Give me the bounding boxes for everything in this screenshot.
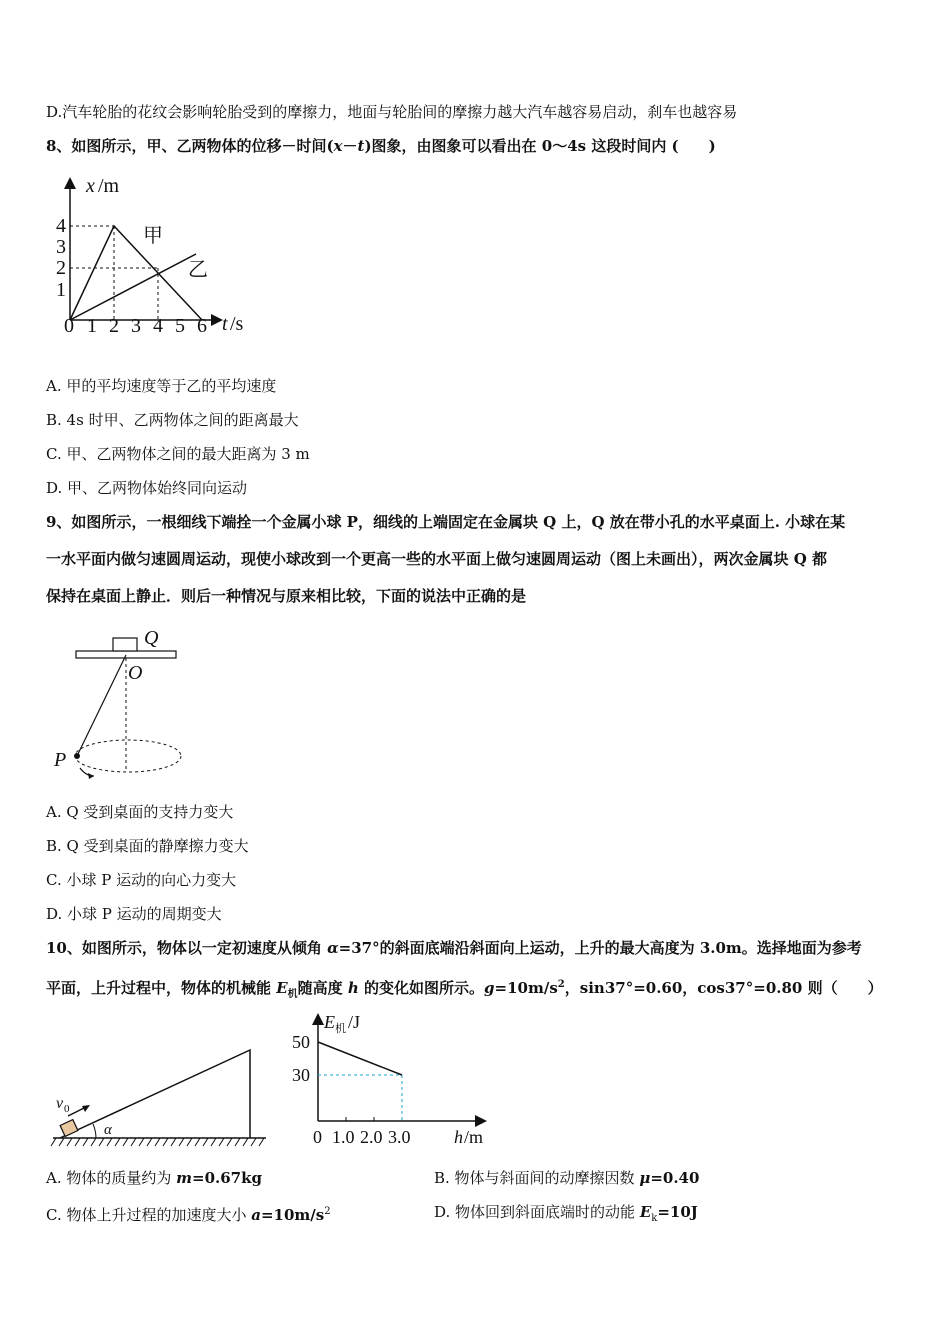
- q9-rotation-arrow-icon: [80, 768, 94, 776]
- q8-x-tick: 5: [175, 315, 185, 337]
- q10-x-unit: /m: [464, 1127, 484, 1147]
- q9-stem-line3: 保持在桌面上静止．则后一种情况与原来相比较，下面的说法中正确的是: [46, 587, 527, 605]
- q10-stem-line2: [46, 975, 883, 1005]
- q10-option-c[interactable]: C. 物体上升过程的加速度大小 $a=10m/s^2$: [46, 1206, 331, 1224]
- q8-y-tick: 2: [56, 257, 66, 279]
- q8-xt-graph: [50, 170, 260, 345]
- q8-option-d[interactable]: D. 甲、乙两物体始终同向运动: [46, 479, 248, 497]
- q8-x-label: t: [222, 313, 228, 335]
- q10-stem-sq: 2: [557, 979, 565, 990]
- q9-block-q: [113, 638, 137, 651]
- q8-y-tick: 1: [56, 279, 66, 301]
- q10-x-tick: 2.0: [360, 1127, 383, 1147]
- q10-y-tick: 50: [292, 1032, 310, 1052]
- q8-stem-x: x: [333, 137, 343, 155]
- q8-x-tick: 6: [197, 315, 207, 337]
- q9-label-o: O: [128, 662, 143, 684]
- q8-label-yi: 乙: [188, 259, 208, 281]
- q8-option-c[interactable]: C. 甲、乙两物体之间的最大距离为 3 m: [46, 445, 310, 463]
- q9-pendulum-figure: [48, 622, 188, 782]
- q10-energy-graph: [288, 1008, 498, 1148]
- q8-x-tick: 1: [87, 315, 97, 337]
- q9-label-p: P: [54, 749, 67, 771]
- q10-incline: [60, 1050, 250, 1138]
- q10-stem-1a: 10、如图所示，物体以一定初速度从倾角: [46, 939, 328, 957]
- q8-stem-b: )图象，由图象可以看出在 0～4s 这段时间内 ( ): [364, 137, 716, 155]
- q8-y-unit: /m: [98, 175, 120, 197]
- q10-x-tick: 0: [313, 1127, 322, 1147]
- q8-label-jia: 甲: [143, 225, 163, 247]
- q10-stem-g: g: [484, 979, 495, 997]
- q10-stem-h: h: [347, 979, 359, 997]
- q10-stem-2e: ，sin37°=0.60，cos37°=0.80 则（ ）: [564, 979, 883, 997]
- q9-option-d[interactable]: D. 小球 P 运动的周期变大: [46, 905, 222, 923]
- q8-x-tick: 3: [131, 315, 141, 337]
- q9-stem-line2: 一水平面内做匀速圆周运动，现使小球改到一个更高一些的水平面上做匀速圆周运动（图上未画出），两次金属块 Q 都: [46, 550, 828, 568]
- q10-stem-1b: =37°的斜面底端沿斜面向上运动，上升的最大高度为 3.0m。选择地面为参考: [338, 939, 862, 957]
- q10-x-tick: 1.0: [332, 1127, 355, 1147]
- q10-x-label: h: [454, 1127, 463, 1147]
- q8-stem-a: 8、如图所示，甲、乙两物体的位移－时间(: [46, 137, 334, 155]
- q8-x-tick: 0: [64, 315, 74, 337]
- q10-y-label: E: [324, 1012, 335, 1032]
- q10-stem-alpha: α: [327, 939, 339, 957]
- q8-line-jia: [70, 226, 202, 320]
- q8-x-unit: /s: [230, 313, 244, 335]
- q10-stem-e: E: [276, 979, 288, 997]
- q8-option-a[interactable]: A. 甲的平均速度等于乙的平均速度: [46, 377, 277, 395]
- q10-option-d[interactable]: D. 物体回到斜面底端时的动能 $E_k=10J$: [434, 1203, 698, 1224]
- q9-label-q: Q: [144, 627, 159, 649]
- q10-x-tick: 3.0: [388, 1127, 411, 1147]
- q9-option-a[interactable]: A. Q 受到桌面的支持力变大: [46, 803, 234, 821]
- q10-y-tick: 30: [292, 1065, 310, 1085]
- q9-option-c[interactable]: C. 小球 P 运动的向心力变大: [46, 871, 237, 889]
- q9-string: [77, 655, 126, 756]
- q8-stem-t: t: [357, 137, 365, 155]
- q8-y-label: x: [86, 175, 95, 197]
- q8-stem-dash: －: [342, 137, 358, 155]
- q8-stem: [46, 136, 716, 156]
- q10-label-v: v: [56, 1095, 64, 1112]
- q8-line-yi: [70, 254, 196, 320]
- q10-incline-figure: [48, 1040, 273, 1150]
- q8-x-tick: 2: [109, 315, 119, 337]
- q10-stem-2a: 平面，上升过程中，物体的机械能: [46, 979, 277, 997]
- q10-stem-2d: =10m/s: [494, 979, 558, 997]
- q10-label-alpha: α: [104, 1122, 112, 1138]
- q9-table: [76, 651, 176, 658]
- q9-orbit: [75, 740, 181, 772]
- q10-stem-e-sub: 机: [287, 989, 298, 1000]
- q10-energy-line: [318, 1042, 402, 1075]
- q10-label-v-sub: 0: [64, 1103, 70, 1115]
- q10-y-unit: /J: [348, 1012, 361, 1032]
- q10-angle-arc: [93, 1124, 96, 1138]
- q10-block: [60, 1120, 78, 1137]
- q10-stem-line1: [46, 938, 862, 958]
- q8-option-b[interactable]: B. 4s 时甲、乙两物体之间的距离最大: [46, 411, 299, 429]
- q8-x-tick: 4: [153, 315, 163, 337]
- q7-option-d: D.汽车轮胎的花纹会影响轮胎受到的摩擦力，地面与轮胎间的摩擦力越大汽车越容易启动，刹车也越容易: [46, 103, 738, 121]
- q10-stem-2b: 随高度: [297, 979, 348, 997]
- q10-option-b[interactable]: B. 物体与斜面间的动摩擦因数 μ=0.40: [434, 1169, 700, 1187]
- q10-stem-2c: 的变化如图所示。: [358, 979, 485, 997]
- q9-ball-p: [74, 753, 80, 759]
- q10-ground-hatch: [51, 1138, 264, 1146]
- q10-y-sub: 机: [335, 1023, 346, 1035]
- q9-stem-line1: 9、如图所示，一根细线下端拴一个金属小球 P，细线的上端固定在金属块 Q 上，Q 放在带小孔的水平桌面上. 小球在某: [46, 513, 846, 531]
- q8-y-tick: 3: [56, 236, 66, 258]
- q8-y-tick: 4: [56, 215, 66, 237]
- q9-option-b[interactable]: B. Q 受到桌面的静摩擦力变大: [46, 837, 249, 855]
- q10-option-a[interactable]: A. 物体的质量约为 m=0.67kg: [46, 1169, 262, 1187]
